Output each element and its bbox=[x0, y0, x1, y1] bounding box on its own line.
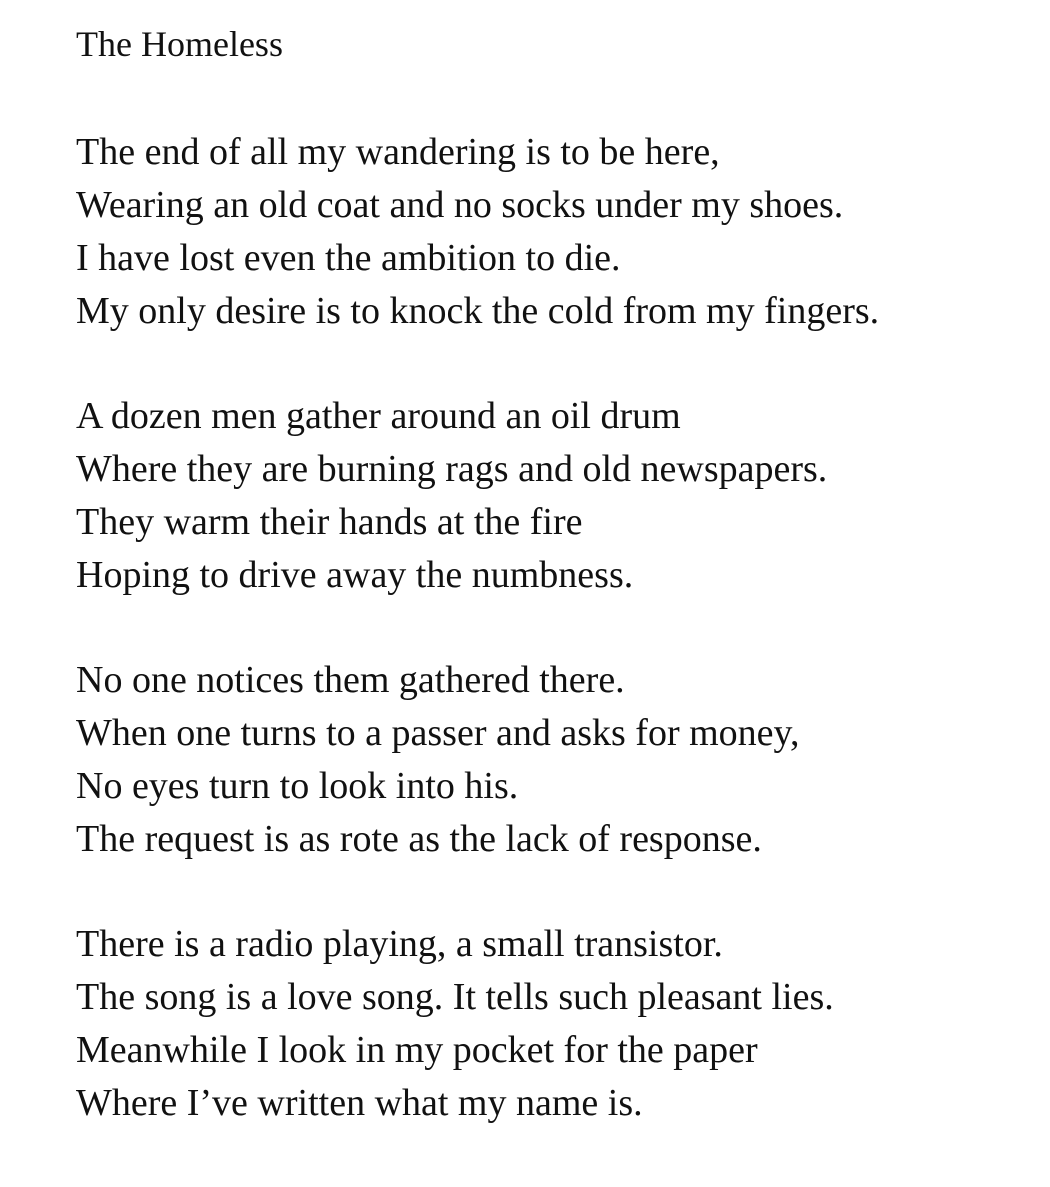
poem-line: I have lost even the ambition to die. bbox=[76, 237, 621, 279]
poem-line: Where they are burning rags and old newspapers. bbox=[76, 448, 828, 490]
poem-line: Wearing an old coat and no socks under my shoes. bbox=[76, 184, 844, 226]
poem-line: Hoping to drive away the numbness. bbox=[76, 554, 634, 596]
poem-page bbox=[76, 20, 1036, 1182]
stanza-4 bbox=[76, 918, 1036, 1130]
poem-line: The end of all my wandering is to be here, bbox=[76, 131, 720, 173]
poem-line: There is a radio playing, a small transistor. bbox=[76, 923, 723, 965]
poem-line: The song is a love song. It tells such pleasant lies. bbox=[76, 976, 834, 1018]
poem-line: No eyes turn to look into his. bbox=[76, 765, 519, 807]
poem-line: The request is as rote as the lack of response. bbox=[76, 818, 762, 860]
poem-line: They warm their hands at the fire bbox=[76, 501, 583, 543]
poem-line: A dozen men gather around an oil drum bbox=[76, 395, 681, 437]
stanza-3 bbox=[76, 654, 1036, 866]
poem-line: When one turns to a passer and asks for money, bbox=[76, 712, 800, 754]
stanza-2 bbox=[76, 390, 1036, 602]
poem-line: Meanwhile I look in my pocket for the paper bbox=[76, 1029, 758, 1071]
stanza-1 bbox=[76, 126, 1036, 338]
poem-line: Where I’ve written what my name is. bbox=[76, 1082, 643, 1124]
poem-title: The Homeless bbox=[76, 24, 283, 64]
poem-line: My only desire is to knock the cold from my fingers. bbox=[76, 290, 880, 332]
poem-line: No one notices them gathered there. bbox=[76, 659, 625, 701]
